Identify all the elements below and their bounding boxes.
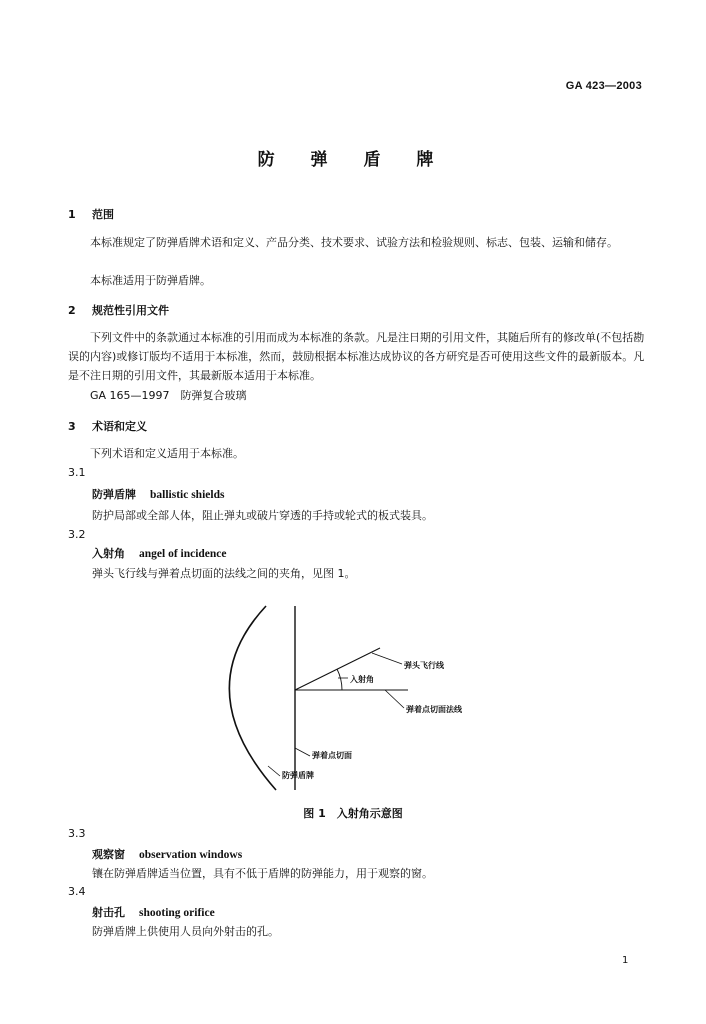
term-english: ballistic shields (150, 489, 225, 501)
term-definition: 防护局部或全部人体，阻止弹丸或破片穿透的手持或轮式的板式装具。 (92, 509, 433, 522)
section-number: 1 (68, 208, 76, 221)
section-1-heading (68, 206, 114, 222)
angle-arc (337, 669, 342, 690)
term-chinese: 射击孔 (92, 906, 125, 919)
term-chinese: 观察窗 (92, 848, 125, 861)
label-tangent-plane: 弹着点切面 (312, 751, 352, 760)
term-chinese: 入射角 (92, 547, 125, 560)
scope-paragraph-2: 本标准适用于防弹盾牌。 (90, 274, 211, 287)
term-number: 3.2 (68, 528, 86, 541)
label-bullet-flight-line: 弹头飞行线 (404, 661, 444, 670)
term-number: 3.1 (68, 466, 86, 479)
shield-curve (229, 606, 276, 790)
term-heading (92, 485, 224, 505)
term-number: 3.4 (68, 885, 86, 898)
section-number: 3 (68, 420, 76, 433)
term-definition: 弹头飞行线与弹着点切面的法线之间的夹角，见图 1。 (92, 567, 356, 580)
term-english: shooting orifice (139, 907, 215, 919)
section-title: 规范性引用文件 (92, 304, 169, 317)
term-heading (92, 845, 242, 865)
page-number: 1 (622, 955, 629, 966)
term-heading (92, 903, 215, 923)
term-number: 3.3 (68, 827, 86, 840)
normative-paragraph: 下列文件中的条款通过本标准的引用而成为本标准的条款。凡是注日期的引用文件，其随后所有的修改单(不包括勘误的内容)或修订版均不适用于本标准，然而，鼓励根据本标准达成协议的各方研究是否可使用这些文件的最新版本。凡是不注日期的引用文件，其最新版本适用于本标准。 (68, 331, 645, 382)
leader-line (385, 690, 404, 708)
section-number: 2 (68, 304, 76, 317)
leader-line (268, 766, 280, 776)
scope-paragraph-1: 本标准规定了防弹盾牌术语和定义、产品分类、技术要求、试验方法和检验规则、标志、包装、运输和储存。 (90, 236, 618, 249)
term-chinese: 防弹盾牌 (92, 488, 136, 501)
term-english: observation windows (139, 849, 243, 861)
reference-item: GA 165—1997 防弹复合玻璃 (90, 389, 247, 402)
label-ballistic-shield: 防弹盾牌 (282, 771, 314, 780)
page-title: 防 弹 盾 牌 (257, 150, 449, 170)
term-heading (92, 544, 227, 564)
standard-number: GA 423—2003 (565, 80, 642, 92)
section-3-heading (68, 418, 147, 434)
label-incidence-angle: 入射角 (350, 675, 374, 684)
section-2-heading (68, 302, 169, 318)
leader-line (295, 748, 310, 756)
terms-intro: 下列术语和定义适用于本标准。 (90, 447, 244, 460)
term-definition: 镶在防弹盾牌适当位置，具有不低于盾牌的防弹能力，用于观察的窗。 (92, 867, 433, 880)
incidence-angle-diagram (220, 598, 500, 798)
section-title: 术语和定义 (92, 420, 147, 433)
section-title: 范围 (92, 208, 114, 221)
term-definition: 防弹盾牌上供使用人员向外射击的孔。 (92, 925, 279, 938)
term-english: angel of incidence (139, 548, 227, 560)
label-normal-line: 弹着点切面法线 (406, 705, 462, 714)
leader-line (372, 653, 402, 664)
figure-caption: 图 1 入射角示意图 (303, 807, 403, 820)
